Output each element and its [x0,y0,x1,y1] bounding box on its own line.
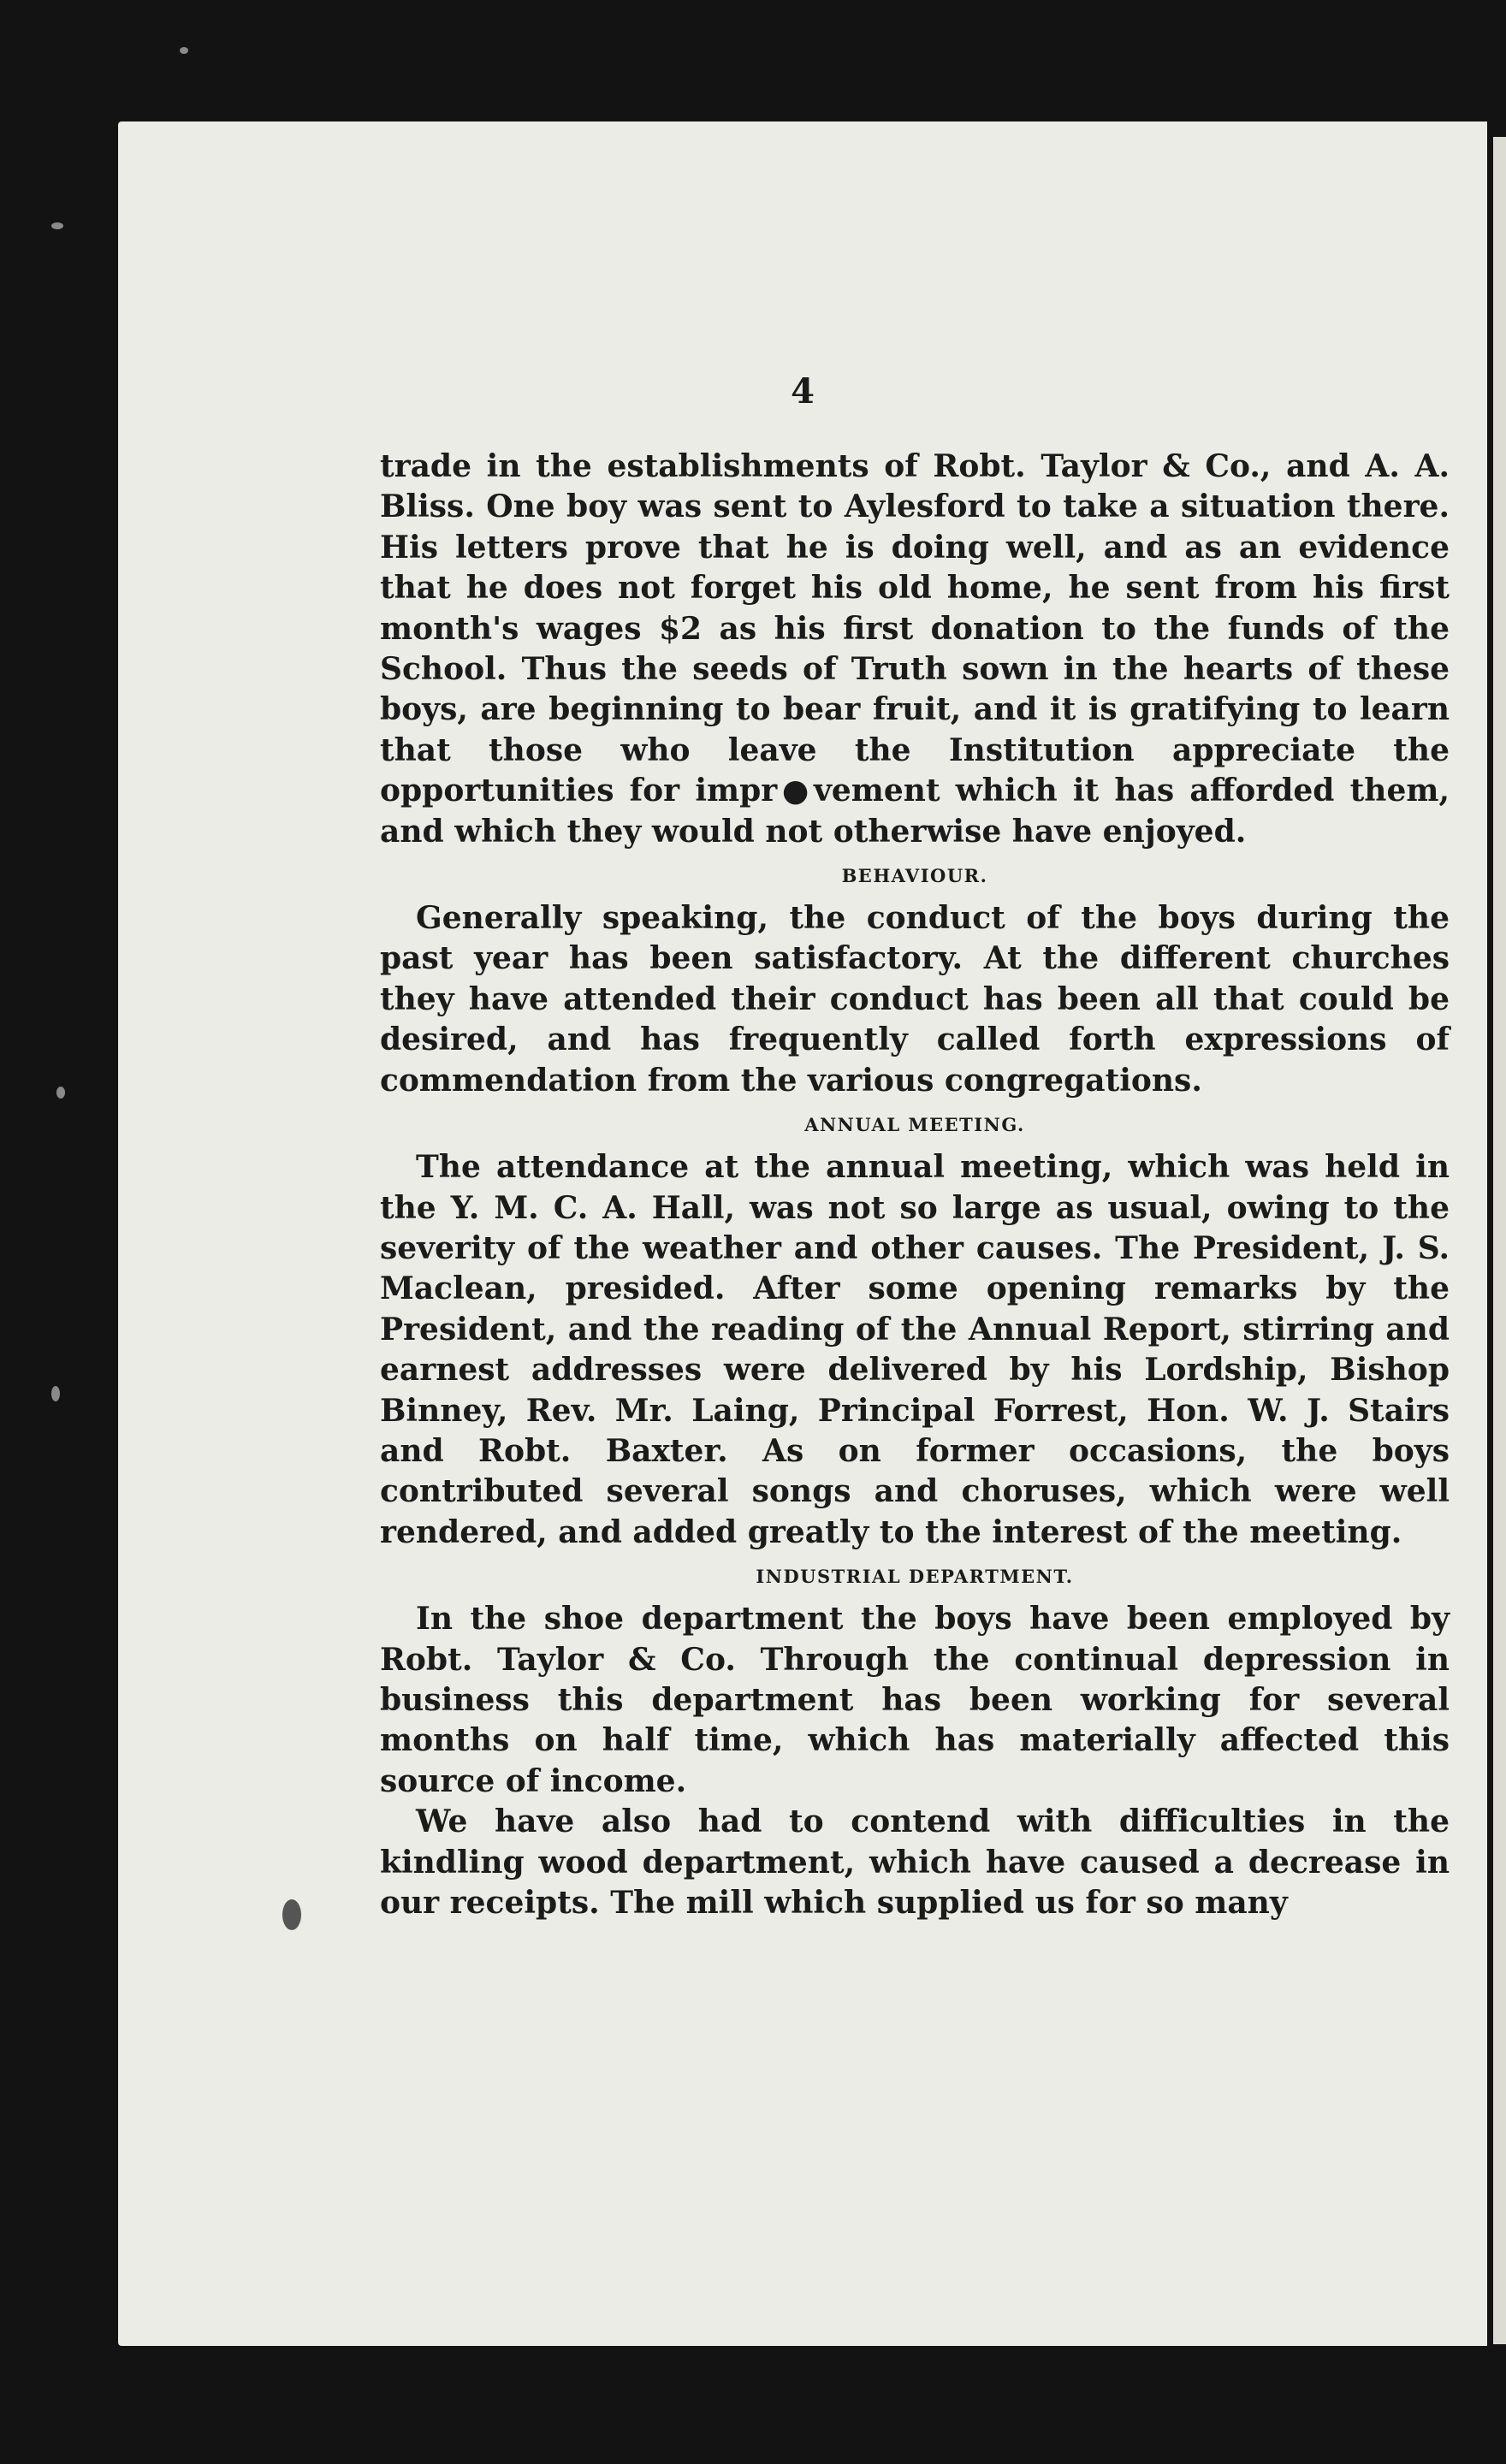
film-speck [51,222,63,229]
opening-paragraph: trade in the establishments of Robt. Taylor & Co., and A. A. Bliss. One boy was sent to Aylesford to take a situation there. His letters prove that he is doing well, and as an evidence that he does not forget his old home, he sent from his first month's wages $2 as his first donation to the funds of the School. Thus the seeds of Truth sown in the hearts of these boys, are beginning to bear fruit, and it is gratifying to learn that those who leave the Institution appreciate the opportunities for impr●vement which it has afforded them, and which they would not otherwise have enjoyed. [380,448,1450,850]
section-behaviour [380,861,1450,1101]
page-text [380,447,1450,1923]
section-heading-industrial-department: INDUSTRIAL DEPARTMENT. [756,1566,1074,1588]
ink-blot [282,1899,301,1930]
industrial-department-paragraph-1: In the shoe department the boys have been employed by Robt. Taylor & Co. Through the continual depression in business this department has been working for several months on half time, which has materially affected this source of income. [380,1601,1450,1799]
annual-meeting-paragraph: The attendance at the annual meeting, which was held in the Y. M. C. A. Hall, was not so large as usual, owing to the severity of the weather and other causes. The President, J. S. Maclean, presided. After some opening remarks by the President, and the reading of the Annual Report, stirring and earnest addresses were delivered by his Lordship, Bishop Binney, Rev. Mr. Laing, Principal Forrest, Hon. W. J. Stairs and Robt. Baxter. As on former occasions, the boys contributed several songs and choruses, which were well rendered, and added greatly to the interest of the meeting. [380,1149,1450,1550]
adjacent-page-edge [1493,137,1506,2344]
section-heading-behaviour: BEHAVIOUR. [841,865,988,887]
section-annual-meeting [380,1110,1450,1553]
film-speck [51,1386,60,1401]
document-page [118,121,1487,2346]
film-speck [56,1087,65,1099]
page-number: 4 [791,371,815,412]
film-speck [180,47,188,54]
section-industrial-department [380,1561,1450,1923]
industrial-department-paragraph-2: We have also had to contend with difficulties in the kindling wood department, which have caused a decrease in our receipts. The mill which supplied us for so many [380,1804,1450,1921]
behaviour-paragraph: Generally speaking, the conduct of the boys during the past year has been satisfactory. At the different churches they have attended their conduct has been all that could be desired, and has frequently called forth expressions of commendation from the various congregations. [380,900,1450,1099]
section-heading-annual-meeting: ANNUAL MEETING. [804,1114,1025,1136]
